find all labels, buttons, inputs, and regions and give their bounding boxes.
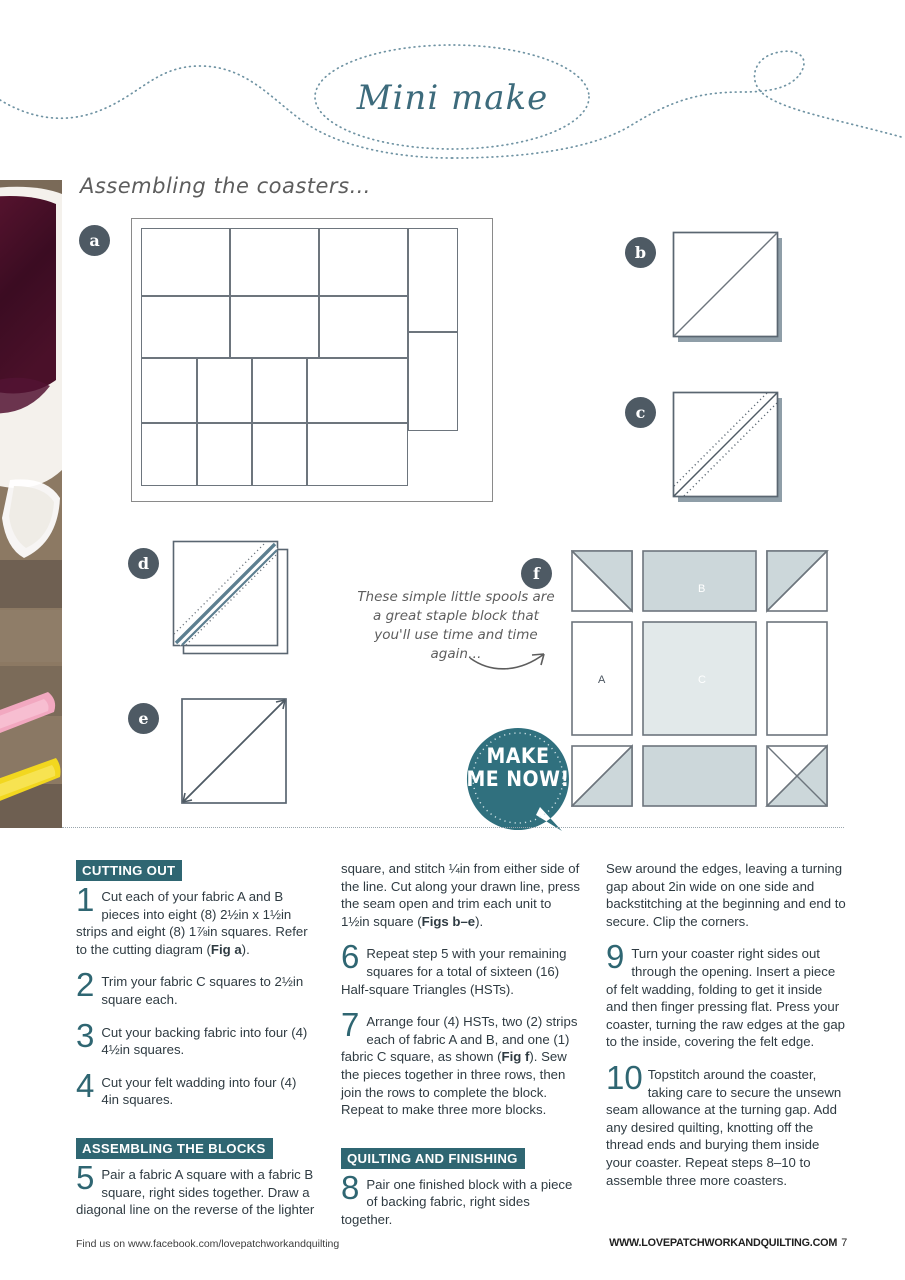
strip-a-right	[767, 622, 827, 735]
step-text	[341, 945, 582, 998]
instruction-step	[76, 1158, 317, 1219]
instruction-step	[341, 1006, 582, 1119]
strip-b-bottom	[643, 746, 756, 806]
figure-reference: Figs b–e	[421, 913, 476, 929]
instruction-step	[76, 1066, 317, 1109]
text-run: Topstitch around the coaster, taking care to secure the unsewn seam allowance at the turning gap. Add any desired quilting, knotting off the thread ends and burying them inside your coaster. Repeat steps 8–10 to assemble three more coasters.	[606, 1066, 842, 1188]
step-number: 3	[76, 1016, 95, 1054]
section-header: ASSEMBLING THE BLOCKS	[76, 1138, 273, 1159]
text-run: Arrange four (4) HSTs, two (2) strips each of fabric A and B, and one (1) fabric C square, as shown (	[341, 1014, 578, 1065]
cut-piece	[197, 358, 252, 423]
instruction-step	[606, 1058, 847, 1189]
text-run: Trim your fabric C squares to 2½in square each.	[101, 974, 304, 1007]
instruction-column-1	[76, 860, 317, 1244]
step-number: 7	[341, 1006, 360, 1044]
step-number: 10	[606, 1058, 643, 1096]
fig-badge-b: b	[625, 237, 656, 268]
instructions-columns	[76, 860, 848, 1244]
figure-reference: Fig a	[210, 941, 242, 957]
text-run: Pair a fabric A square with a fabric B square, right sides together. Draw a diagonal line on the reverse of the lighter	[76, 1166, 315, 1218]
step-text	[341, 1176, 582, 1229]
handwritten-note: These simple little spools are a great staple block that you'll use time and time again…	[357, 589, 555, 662]
cut-piece	[230, 296, 319, 358]
block-label-b: B	[698, 583, 706, 595]
hst-top-right	[767, 551, 827, 611]
make-me-now-label	[466, 745, 570, 791]
cut-piece	[319, 228, 408, 296]
fig-badge-a: a	[79, 225, 110, 256]
cut-piece	[141, 296, 230, 358]
figure-e-diagram	[180, 695, 296, 813]
cut-piece	[230, 228, 319, 296]
instruction-step	[76, 881, 317, 958]
figure-c-diagram	[672, 390, 788, 506]
step-text	[76, 1166, 317, 1219]
fig-badge-f: f	[521, 558, 552, 589]
instruction-column-2	[341, 860, 582, 1244]
figure-b-diagram	[672, 230, 788, 346]
note-arrow-icon	[468, 640, 558, 680]
hst-bottom-left	[572, 746, 632, 806]
page-number: 7	[841, 1237, 847, 1249]
text-run: ).	[475, 913, 484, 929]
instruction-step	[341, 938, 582, 998]
cut-piece	[141, 228, 230, 296]
footer-website-url[interactable]: WWW.LOVEPATCHWORKANDQUILTING.COM	[609, 1237, 838, 1249]
cut-piece	[307, 358, 408, 423]
step-number: 2	[76, 966, 95, 1004]
instruction-step	[76, 966, 317, 1008]
section-header: QUILTING AND FINISHING	[341, 1148, 525, 1169]
instruction-step	[606, 938, 847, 1051]
footer-facebook-link[interactable]: Find us on www.facebook.com/lovepatchworkandquilting	[76, 1238, 340, 1250]
instruction-step	[76, 1016, 317, 1059]
step-number: 9	[606, 938, 625, 976]
section-heading: Assembling the coasters…	[80, 174, 372, 198]
page-title: Mini make	[356, 78, 549, 118]
text-run: square, and stitch ¼in from either side of the line. Cut along your drawn line, press the seam open and trim each unit to 1½in square (	[341, 861, 580, 929]
text-run: Sew around the edges, leaving a turning gap about 2in wide on one side and backstitching at the beginning and end to secure. Clip the corners.	[606, 861, 846, 929]
strip-b-top	[643, 551, 756, 611]
step-text	[76, 1024, 317, 1059]
text-run: ). Sew the pieces together in three rows, then join the rows to complete the block. Repeat to make three more blocks.	[341, 1049, 567, 1118]
step-number: 6	[341, 938, 360, 976]
cut-piece	[141, 423, 197, 486]
figure-d-diagram	[172, 540, 298, 658]
footer-website	[609, 1237, 847, 1249]
hst-top-left	[572, 551, 632, 611]
step-text	[76, 1074, 317, 1109]
fig-badge-e: e	[128, 703, 159, 734]
paragraph-continuation	[606, 860, 847, 930]
text-run: ).	[241, 941, 250, 957]
hst-bottom-right	[767, 746, 827, 806]
cut-piece	[319, 296, 408, 358]
text-run: Turn your coaster right sides out through the opening. Insert a piece of felt wadding, folding to get it inside and then finger pressing flat. Press your coaster, turning the raw edges at the gap to the inside, covering the felt edge.	[606, 946, 845, 1050]
cut-piece	[307, 423, 408, 486]
step-number: 4	[76, 1066, 95, 1104]
cut-piece	[141, 358, 197, 423]
step-text	[341, 1013, 582, 1119]
step-number: 5	[76, 1158, 95, 1196]
text-run: Repeat step 5 with your remaining squares for a total of sixteen (16) Half-square Triangles (HSTs).	[341, 946, 567, 997]
fig-badge-d: d	[128, 548, 159, 579]
badge-line-1: MAKE	[486, 744, 550, 768]
section-divider	[62, 827, 844, 828]
text-run: Cut your felt wadding into four (4) 4in squares.	[101, 1074, 297, 1108]
block-label-a: A	[598, 674, 606, 686]
cutting-diagram-figure-a	[131, 218, 493, 502]
text-run: Cut each of your fabric A and B pieces into eight (8) 2½in x 1½in strips and eight (8) 1⅞in squares. Refer to the cutting diagram (	[76, 889, 308, 957]
text-run: Cut your backing fabric into four (4) 4½in squares.	[101, 1024, 308, 1058]
instruction-column-3	[606, 860, 847, 1244]
cut-piece	[408, 228, 458, 332]
step-number: 1	[76, 881, 95, 918]
text-run: Pair one finished block with a piece of backing fabric, right sides together.	[341, 1176, 573, 1227]
instruction-step	[341, 1168, 582, 1229]
step-number: 8	[341, 1168, 360, 1206]
cut-piece	[252, 358, 307, 423]
paragraph-continuation	[341, 860, 582, 930]
step-text	[76, 973, 317, 1008]
block-label-c: C	[698, 674, 706, 686]
badge-line-2: ME NOW!	[466, 767, 570, 791]
fig-badge-c: c	[625, 397, 656, 428]
cut-piece	[197, 423, 252, 486]
cut-piece	[252, 423, 307, 486]
step-text	[76, 888, 317, 958]
figure-reference: Fig f	[501, 1049, 530, 1065]
cut-piece	[408, 332, 458, 431]
step-text	[606, 945, 847, 1051]
section-header: CUTTING OUT	[76, 860, 182, 881]
